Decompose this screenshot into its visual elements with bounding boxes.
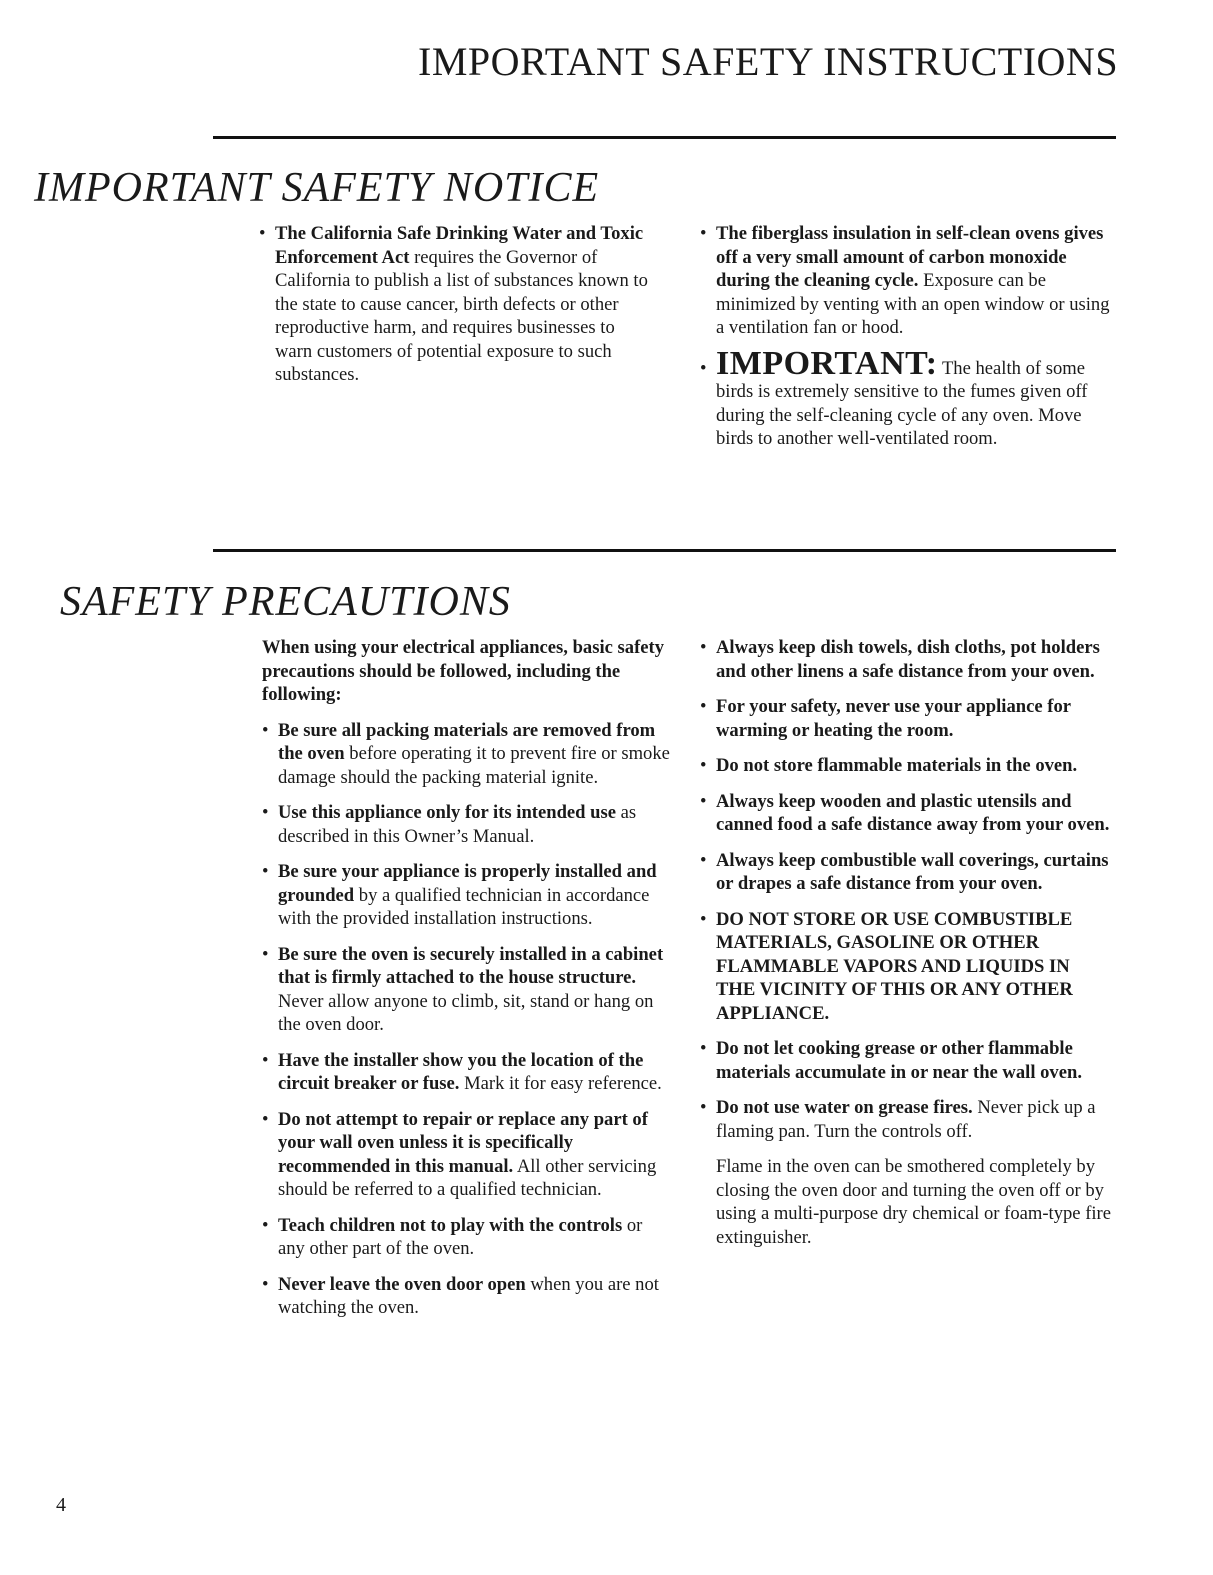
precaution-text: All other servicing should be referred to a qualified technician. <box>278 1155 657 1200</box>
bullet-icon: • <box>262 1108 269 1130</box>
precaution-item <box>700 695 1112 742</box>
precaution-bold: Always keep dish towels, dish cloths, pot holders and other linens a safe distance from your oven. <box>716 637 1100 682</box>
divider-rule <box>213 549 1116 552</box>
page-title: IMPORTANT SAFETY INSTRUCTIONS <box>418 39 1119 84</box>
precaution-text: or any other part of the oven. <box>278 1214 643 1259</box>
precaution-item <box>262 1214 672 1261</box>
precaution-item <box>262 801 672 848</box>
precaution-item <box>262 1108 672 1202</box>
precaution-bold: Teach children not to play with the controls <box>278 1214 623 1236</box>
precaution-item <box>700 1096 1112 1143</box>
precaution-bold: Do not attempt to repair or replace any part of your wall oven unless it is specifically recommended in this manual. <box>278 1108 648 1177</box>
precaution-item <box>700 1037 1112 1084</box>
precaution-text: Never pick up a flaming pan. Turn the controls off. <box>716 1097 1096 1142</box>
bullet-icon: • <box>700 790 707 812</box>
important-label: IMPORTANT: <box>716 344 938 382</box>
precaution-bold: Have the installer show you the location of the circuit breaker or fuse. <box>278 1049 644 1094</box>
bullet-icon: • <box>262 1214 269 1236</box>
precaution-bold: Be sure all packing materials are removed from the oven <box>278 719 656 764</box>
precaution-item <box>700 908 1112 1026</box>
precaution-item <box>262 943 672 1037</box>
precaution-item <box>262 1049 672 1096</box>
precaution-text: when you are not watching the oven. <box>278 1273 659 1318</box>
precautions-right-column <box>700 636 1112 1261</box>
precaution-bold: Use this appliance only for its intended use <box>278 802 617 823</box>
precaution-item <box>700 849 1112 896</box>
precaution-item <box>700 636 1112 683</box>
notice-california-text: requires the Governor of California to publish a list of substances known to the state to cause cancer, birth defects or other reproductive harm, and requires businesses to warn customers of potential exposure to such substances. <box>275 246 648 385</box>
notice-heading: IMPORTANT SAFETY NOTICE <box>34 165 600 211</box>
precaution-bold: Always keep wooden and plastic utensils and canned food a safe distance away from your oven. <box>716 790 1110 835</box>
precaution-text: before operating it to prevent fire or smoke damage should the packing material ignite. <box>278 743 670 788</box>
notice-fiberglass <box>700 222 1110 340</box>
notice-right-column <box>700 222 1110 463</box>
bullet-icon: • <box>700 1097 707 1118</box>
bullet-icon: • <box>700 223 707 244</box>
precaution-bold: Do not store flammable materials in the oven. <box>716 755 1078 776</box>
grease-fire-followup: Flame in the oven can be smothered completely by closing the oven door and turning the oven off or by using a multi-purpose dry chemical or foam-type fire extinguisher. <box>716 1156 1111 1248</box>
precautions-intro-text: When using your electrical appliances, basic safety precautions should be followed, including the following: <box>262 637 664 705</box>
precaution-item <box>262 860 672 931</box>
precaution-bold: DO NOT STORE OR USE COMBUSTIBLE MATERIALS, GASOLINE OR OTHER FLAMMABLE VAPORS AND LIQUIDS IN THE VICINITY OF THIS OR ANY OTHER APPLIANCE. <box>716 908 1073 1024</box>
divider-rule <box>213 136 1116 139</box>
precautions-intro <box>262 636 672 707</box>
bullet-icon: • <box>262 1049 269 1071</box>
notice-important <box>700 344 1110 451</box>
page-number: 4 <box>56 1494 66 1516</box>
notice-california <box>259 222 649 387</box>
notice-left-column <box>259 222 649 399</box>
precaution-item <box>700 754 1112 778</box>
precaution-text: by a qualified technician in accordance with the provided installation instructions. <box>278 884 650 929</box>
notice-california-bold: The California Safe Drinking Water and Toxic Enforcement Act <box>275 223 644 268</box>
bullet-icon: • <box>700 849 707 871</box>
bullet-icon: • <box>262 861 269 882</box>
precaution-item <box>262 1273 672 1320</box>
bullet-icon: • <box>700 755 707 776</box>
precautions-heading: SAFETY PRECAUTIONS <box>60 579 511 625</box>
precaution-bold: For your safety, never use your appliance for warming or heating the room. <box>716 696 1071 741</box>
precautions-left-column <box>262 636 672 1332</box>
precaution-text: Never allow anyone to climb, sit, stand or hang on the oven door. <box>278 990 654 1035</box>
precaution-item <box>700 790 1112 837</box>
precaution-bold: Always keep combustible wall coverings, curtains or drapes a safe distance from your oven. <box>716 849 1109 894</box>
bullet-icon: • <box>262 943 269 965</box>
notice-important-text: The health of some birds is extremely sensitive to the fumes given off during the self-cleaning cycle of any oven. Move birds to another well-ventilated room. <box>716 357 1088 449</box>
bullet-icon: • <box>259 223 266 244</box>
notice-fiberglass-bold: The fiberglass insulation in self-clean ovens gives off a very small amount of carbon monoxide during the cleaning cycle. <box>716 223 1104 291</box>
bullet-icon: • <box>700 1038 707 1059</box>
notice-fiberglass-text: Exposure can be minimized by venting with an open window or using a ventilation fan or hood. <box>716 270 1110 338</box>
bullet-icon: • <box>262 719 269 741</box>
bullet-icon: • <box>700 357 707 379</box>
precaution-bold: Do not let cooking grease or other flammable materials accumulate in or near the wall oven. <box>716 1038 1082 1083</box>
precaution-text: as described in this Owner’s Manual. <box>278 802 637 847</box>
bullet-icon: • <box>700 696 707 717</box>
bullet-icon: • <box>700 637 707 658</box>
precaution-item <box>262 719 672 790</box>
bullet-icon: • <box>262 802 269 823</box>
precaution-bold: Be sure the oven is securely installed in a cabinet that is firmly attached to the house structure. <box>278 943 664 988</box>
bullet-icon: • <box>262 1273 269 1295</box>
precaution-text: Mark it for easy reference. <box>459 1073 662 1094</box>
precaution-bold: Be sure your appliance is properly installed and grounded <box>278 861 657 906</box>
precaution-bold: Never leave the oven door open <box>278 1273 526 1295</box>
bullet-icon: • <box>700 908 707 930</box>
precaution-bold: Do not use water on grease fires. <box>716 1097 973 1118</box>
